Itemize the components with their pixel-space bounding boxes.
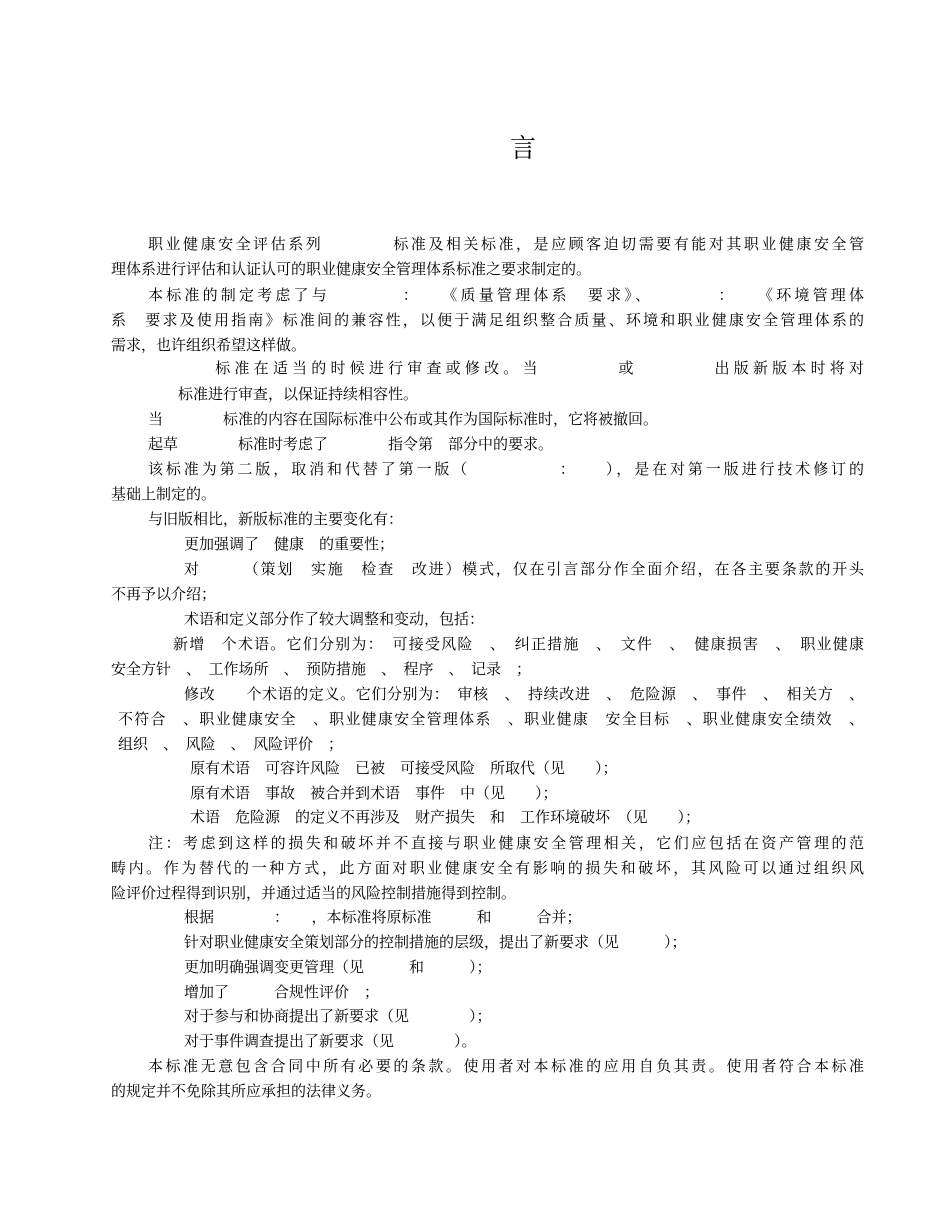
- text-line: 该标准为第二版，取消和代替了第一版（ ： ），是在对第一版进行技术修订的: [148, 460, 864, 478]
- text-line: 更加强调了 健康 的重要性；: [184, 535, 395, 553]
- text-line: 修改 个术语的定义。它们分别为： 审核 、 持续改进 、 危险源 、 事件 、 相关方 、: [184, 685, 864, 703]
- text-line: 针对职业健康安全策划部分的控制措施的层级，提出了新要求（见 ）；: [184, 933, 687, 951]
- text-line: 职业健康安全评估系列 标准及相关标准，是应顾客迫切需要有能对其职业健康安全管: [148, 235, 864, 253]
- text-line: 注：考虑到这样的损失和破坏并不直接与职业健康安全管理相关，它们应包括在资产管理的范: [148, 834, 864, 852]
- text-line: 的规定并不免除其所应承担的法律义务。: [111, 1082, 382, 1100]
- text-line: 原有术语 可容许风险 已被 可接受风险 所取代（见 ）；: [190, 759, 618, 777]
- text-line: 不再予以介绍；: [111, 585, 217, 603]
- text-line: 更加明确强调变更管理（见 和 ）；: [184, 958, 492, 976]
- text-line: 系 要求及使用指南》标准间的兼容性，以便于满足组织整合质量、环境和职业健康安全管理体系的: [111, 311, 864, 329]
- text-line: 畴内。作为替代的一种方式，此方面对职业健康安全有影响的损失和破坏，其风险可以通过组织风: [111, 859, 864, 877]
- text-line: 对于参与和协商提出了新要求（见 ）；: [184, 1007, 492, 1025]
- text-line: 增加了 合规性评价 ；: [184, 983, 380, 1001]
- text-line: 原有术语 事故 被合并到术语 事件 中（见 ）；: [190, 784, 558, 802]
- text-line: 起草 标准时考虑了 指令第 部分中的要求。: [148, 435, 554, 453]
- text-line: 理体系进行评估和认证认可的职业健康安全管理体系标准之要求制定的。: [111, 260, 592, 278]
- text-line: 对 （策划 实施 检查 改进）模式，仅在引言部分作全面介绍，在各主要条款的开头: [184, 560, 864, 578]
- text-line: 安全方针 、 工作场所 、 预防措施 、 程序 、 记录 ；: [111, 660, 532, 678]
- page-heading: 言: [509, 134, 536, 164]
- text-line: 基础上制定的。: [111, 485, 217, 503]
- text-line: 险评价过程得到识别，并通过适当的风险控制措施得到控制。: [111, 884, 517, 902]
- text-line: 标准在适当的时候进行审查或修改。当 或 出版新版本时将对: [196, 359, 864, 377]
- text-line: 当 标准的内容在国际标准中公布或其作为国际标准时，它将被撤回。: [148, 410, 659, 428]
- text-line: 标准进行审查，以保证持续相容性。: [178, 385, 419, 403]
- text-line: 本标准无意包含合同中所有必要的条款。使用者对本标准的应用自负其责。使用者符合本标准: [148, 1057, 864, 1075]
- text-line: 需求，也许组织希望这样做。: [111, 336, 307, 354]
- text-line: 对于事件调查提出了新要求（见 ）。: [184, 1032, 477, 1050]
- text-line: 不符合 、职业健康安全 、职业健康安全管理体系 、职业健康 安全目标 、职业健康安全绩效 、: [118, 710, 864, 728]
- text-line: 本标准的制定考虑了与 ： 《质量管理体系 要求》、 ： 《环境管理体: [148, 286, 864, 304]
- text-line: 术语 危险源 的定义不再涉及 财产损失 和 工作环境破坏 （见 ）；: [190, 808, 701, 826]
- text-line: 术语和定义部分作了较大调整和变动，包括：: [184, 610, 485, 628]
- text-line: 与旧版相比，新版标准的主要变化有：: [148, 510, 404, 528]
- text-line: 新增 个术语。它们分别为： 可接受风险 、 纠正措施 、 文件 、 健康损害 、 职业健康: [173, 635, 864, 653]
- text-line: 根据 ： ，本标准将原标准 和 合并；: [184, 908, 582, 926]
- text-line: 组织 、 风险 、 风险评价 ；: [118, 735, 344, 753]
